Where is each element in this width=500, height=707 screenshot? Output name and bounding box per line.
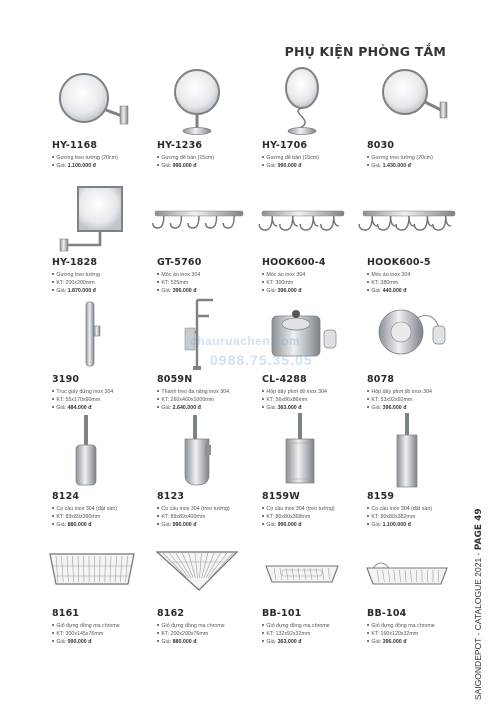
- product-card: [252, 526, 357, 643]
- price-value: 1.100.000 đ: [382, 522, 411, 528]
- price-value: 440.000 đ: [382, 288, 407, 294]
- product-spec: [262, 279, 357, 287]
- product-card: [357, 175, 462, 292]
- price-value: 396.000 đ: [382, 639, 407, 645]
- table-mirror-round-icon: [147, 58, 247, 140]
- product-card: [252, 292, 357, 409]
- product-info: [52, 140, 147, 170]
- watermark-site: chauruachen.com: [190, 334, 301, 348]
- price-label: Giá:: [161, 163, 173, 169]
- price-value: 396.000 đ: [382, 405, 407, 411]
- table-mirror-s-stand-icon: [252, 58, 352, 140]
- product-spec-text: Hộp dây phơi đồ inox 304: [266, 389, 327, 395]
- product-card: [42, 409, 147, 526]
- watermark-phone: 0988.75.35.05: [210, 352, 313, 368]
- price-value: 396.000 đ: [172, 288, 197, 294]
- price-label: Giá:: [266, 522, 278, 528]
- price-value: 1.430.000 đ: [382, 163, 411, 169]
- product-spec-text: Giỏ đựng đồng mạ chrome: [56, 623, 120, 629]
- product-card: [252, 175, 357, 292]
- product-info: [262, 608, 357, 646]
- product-spec: [367, 271, 462, 279]
- product-spec-text: Móc áo inox 304: [371, 272, 411, 278]
- price-label: Giá:: [56, 639, 68, 645]
- product-card: [42, 526, 147, 643]
- price-value: 363.000 đ: [277, 405, 302, 411]
- price-label: Giá:: [371, 288, 383, 294]
- product-info: [52, 257, 147, 295]
- product-spec: [157, 154, 252, 162]
- product-spec: [367, 505, 462, 513]
- product-spec: [52, 388, 147, 396]
- product-code: BB-101: [262, 608, 302, 619]
- product-info: [262, 491, 357, 529]
- product-spec: [52, 630, 147, 638]
- product-info: [262, 257, 357, 295]
- product-code: 8123: [157, 491, 185, 502]
- product-spec: [262, 630, 357, 638]
- product-card: [252, 409, 357, 526]
- product-spec: [367, 388, 462, 396]
- page-number: PAGE 49: [474, 508, 484, 551]
- product-spec: [52, 279, 147, 287]
- price-label: Giá:: [56, 163, 68, 169]
- product-code: 8078: [367, 374, 395, 385]
- product-spec-text: KT: 53x92x92mm: [371, 397, 413, 403]
- product-price: [262, 162, 357, 170]
- product-spec: [367, 622, 462, 630]
- product-info: [367, 140, 462, 170]
- product-spec-text: Cọ cầu inox 304 (đặt sàn): [371, 506, 433, 512]
- product-spec: [157, 622, 252, 630]
- product-spec: [262, 154, 357, 162]
- toilet-brush-square-floor-icon: [357, 409, 457, 491]
- product-card: [147, 409, 252, 526]
- price-label: Giá:: [371, 522, 383, 528]
- price-label: Giá:: [56, 405, 68, 411]
- product-spec-text: Gương để bàn (15cm): [161, 155, 215, 161]
- price-value: 396.000 đ: [277, 288, 302, 294]
- product-info: [367, 257, 462, 295]
- product-info: [367, 374, 462, 412]
- spare-roll-holder-icon: [42, 292, 142, 374]
- product-info: [157, 491, 252, 529]
- product-spec: [157, 271, 252, 279]
- product-code: 8059N: [157, 374, 193, 385]
- product-card: [42, 175, 147, 292]
- product-spec-text: Gương treo tường (20cm): [56, 155, 118, 161]
- price-value: 990.000 đ: [172, 163, 197, 169]
- product-code: 8162: [157, 608, 185, 619]
- product-spec-text: Gương treo tường: [56, 272, 100, 278]
- price-value: 990.000 đ: [277, 163, 302, 169]
- price-label: Giá:: [266, 163, 278, 169]
- toilet-brush-square-wall-icon: [252, 409, 352, 491]
- product-spec-text: Cọ cầu inox 304 (treo tường): [161, 506, 230, 512]
- page-title: PHỤ KIỆN PHÒNG TẮM: [284, 44, 446, 59]
- product-card: [147, 526, 252, 643]
- product-spec: [367, 630, 462, 638]
- wire-basket-rect-icon: [42, 526, 142, 608]
- product-spec-text: KT: 55x170x90mm: [56, 397, 101, 403]
- product-card: [252, 58, 357, 175]
- price-label: Giá:: [266, 639, 278, 645]
- product-card: [147, 58, 252, 175]
- hook-rail-5-icon: [147, 175, 247, 257]
- product-code: 8030: [367, 140, 395, 151]
- product-spec: [157, 630, 252, 638]
- price-value: 2.640.000 đ: [172, 405, 201, 411]
- product-spec-text: KT: 200x200x76mm: [161, 631, 209, 637]
- product-spec-text: KT: 300mm: [266, 280, 294, 286]
- product-grid: [42, 58, 462, 707]
- product-spec: [52, 622, 147, 630]
- price-label: Giá:: [371, 639, 383, 645]
- price-label: Giá:: [56, 288, 68, 294]
- price-value: 363.000 đ: [277, 639, 302, 645]
- price-label: Giá:: [161, 639, 173, 645]
- product-card: [357, 292, 462, 409]
- product-spec-text: Gương để bàn (15cm): [266, 155, 320, 161]
- hook-rail-4-icon: [252, 175, 352, 257]
- product-spec: [262, 396, 357, 404]
- product-code: HY-1168: [52, 140, 98, 151]
- product-card: [42, 292, 147, 409]
- product-spec-text: KT: 260x460x1000mm: [161, 397, 215, 403]
- product-spec-text: KT: 80x80x368mm: [266, 514, 311, 520]
- product-price: [262, 638, 357, 646]
- product-spec: [52, 154, 147, 162]
- price-label: Giá:: [371, 405, 383, 411]
- product-code: 8161: [52, 608, 80, 619]
- product-spec: [262, 513, 357, 521]
- price-value: 1.870.000 đ: [67, 288, 96, 294]
- product-info: [367, 608, 462, 646]
- product-spec-text: Móc áo inox 304: [161, 272, 201, 278]
- price-value: 990.000 đ: [67, 639, 92, 645]
- product-spec: [157, 388, 252, 396]
- product-spec-text: KT: 300x145x76mm: [56, 631, 104, 637]
- product-card: [147, 175, 252, 292]
- product-spec: [367, 279, 462, 287]
- product-spec: [367, 513, 462, 521]
- product-spec-text: Giỏ đựng đồng mạ chrome: [371, 623, 435, 629]
- toilet-brush-standing-icon: [42, 409, 142, 491]
- product-info: [157, 608, 252, 646]
- side-label: [470, 430, 490, 700]
- hook-rail-5-double-icon: [357, 175, 457, 257]
- product-info: [52, 491, 147, 529]
- product-card: [42, 58, 147, 175]
- product-spec-text: Thanh treo đa năng inox 304: [161, 389, 230, 395]
- product-info: [52, 608, 147, 646]
- product-card: [357, 58, 462, 175]
- product-spec: [157, 396, 252, 404]
- product-price: [157, 638, 252, 646]
- product-spec-text: Móc áo inox 304: [266, 272, 306, 278]
- product-spec-text: Gương treo tường (20cm): [371, 155, 433, 161]
- product-info: [157, 257, 252, 295]
- product-card: [147, 292, 252, 409]
- wall-mirror-round-icon: [42, 58, 142, 140]
- product-info: [157, 140, 252, 170]
- product-spec: [262, 271, 357, 279]
- product-spec: [367, 396, 462, 404]
- product-spec: [52, 396, 147, 404]
- price-value: 880.000 đ: [67, 522, 92, 528]
- price-label: Giá:: [161, 405, 173, 411]
- product-code: HOOK600-5: [367, 257, 431, 268]
- product-code: GT-5760: [157, 257, 202, 268]
- catalogue-label: SAIGONDEPOT - CATALOGUE 2021 -: [473, 550, 483, 700]
- product-spec-text: KT: 525mm: [161, 280, 189, 286]
- wire-basket-corner-icon: [147, 526, 247, 608]
- wall-mirror-arm-icon: [357, 58, 457, 140]
- product-spec-text: Cọ cầu inox 304 (đặt sàn): [56, 506, 118, 512]
- product-info: [262, 374, 357, 412]
- product-info: [367, 491, 462, 529]
- product-code: HOOK600-4: [262, 257, 326, 268]
- wire-soap-dish-icon: [252, 526, 352, 608]
- product-spec: [262, 388, 357, 396]
- product-price: [157, 162, 252, 170]
- product-code: HY-1706: [262, 140, 308, 151]
- product-code: BB-104: [367, 608, 407, 619]
- product-spec-text: Trục giấy đứng inox 304: [56, 389, 114, 395]
- price-label: Giá:: [266, 288, 278, 294]
- product-card: [357, 526, 462, 643]
- price-label: Giá:: [161, 288, 173, 294]
- product-spec-text: KT: 89x89x390mm: [56, 514, 101, 520]
- price-label: Giá:: [371, 163, 383, 169]
- product-code: CL-4288: [262, 374, 307, 385]
- product-price: [367, 162, 462, 170]
- product-info: [52, 374, 147, 412]
- product-spec: [157, 513, 252, 521]
- wall-mirror-square-icon: [42, 175, 142, 257]
- price-label: Giá:: [161, 522, 173, 528]
- product-spec: [52, 513, 147, 521]
- product-spec: [52, 505, 147, 513]
- wire-soap-dish-long-icon: [357, 526, 457, 608]
- price-value: 880.000 đ: [172, 639, 197, 645]
- product-spec-text: Hộp dây phơi đồ inox 304: [371, 389, 432, 395]
- product-card: [357, 409, 462, 526]
- product-spec: [262, 505, 357, 513]
- price-label: Giá:: [266, 405, 278, 411]
- product-code: 8159W: [262, 491, 300, 502]
- toilet-brush-wall-icon: [147, 409, 247, 491]
- product-price: [52, 162, 147, 170]
- product-spec-text: KT: 56x86x86mm: [266, 397, 308, 403]
- product-spec-text: KT: 200x200mm: [56, 280, 95, 286]
- product-spec: [157, 279, 252, 287]
- product-spec-text: Cọ cầu inox 304 (treo tường): [266, 506, 335, 512]
- price-value: 990.000 đ: [172, 522, 197, 528]
- price-value: 484.000 đ: [67, 405, 92, 411]
- product-price: [367, 638, 462, 646]
- product-spec: [157, 505, 252, 513]
- product-spec-text: KT: 89x89x400mm: [161, 514, 206, 520]
- price-value: 1.100.000 đ: [67, 163, 96, 169]
- product-spec-text: KT: 380mm: [371, 280, 399, 286]
- product-info: [157, 374, 252, 412]
- product-spec-text: KT: 132x92x32mm: [266, 631, 311, 637]
- product-spec: [52, 271, 147, 279]
- product-code: 8159: [367, 491, 395, 502]
- product-spec-text: Giỏ đựng đồng mạ chrome: [266, 623, 330, 629]
- product-code: HY-1828: [52, 257, 98, 268]
- product-code: HY-1236: [157, 140, 203, 151]
- product-spec-text: Giỏ đựng đồng mạ chrome: [161, 623, 225, 629]
- product-code: 3190: [52, 374, 80, 385]
- product-spec: [367, 154, 462, 162]
- product-spec: [262, 622, 357, 630]
- product-price: [52, 638, 147, 646]
- product-spec-text: KT: 80x80x382mm: [371, 514, 416, 520]
- price-label: Giá:: [56, 522, 68, 528]
- retractable-line-round-icon: [357, 292, 457, 374]
- price-value: 990.000 đ: [277, 522, 302, 528]
- product-info: [262, 140, 357, 170]
- product-code: 8124: [52, 491, 80, 502]
- product-spec-text: KT: 160x120x32mm: [371, 631, 419, 637]
